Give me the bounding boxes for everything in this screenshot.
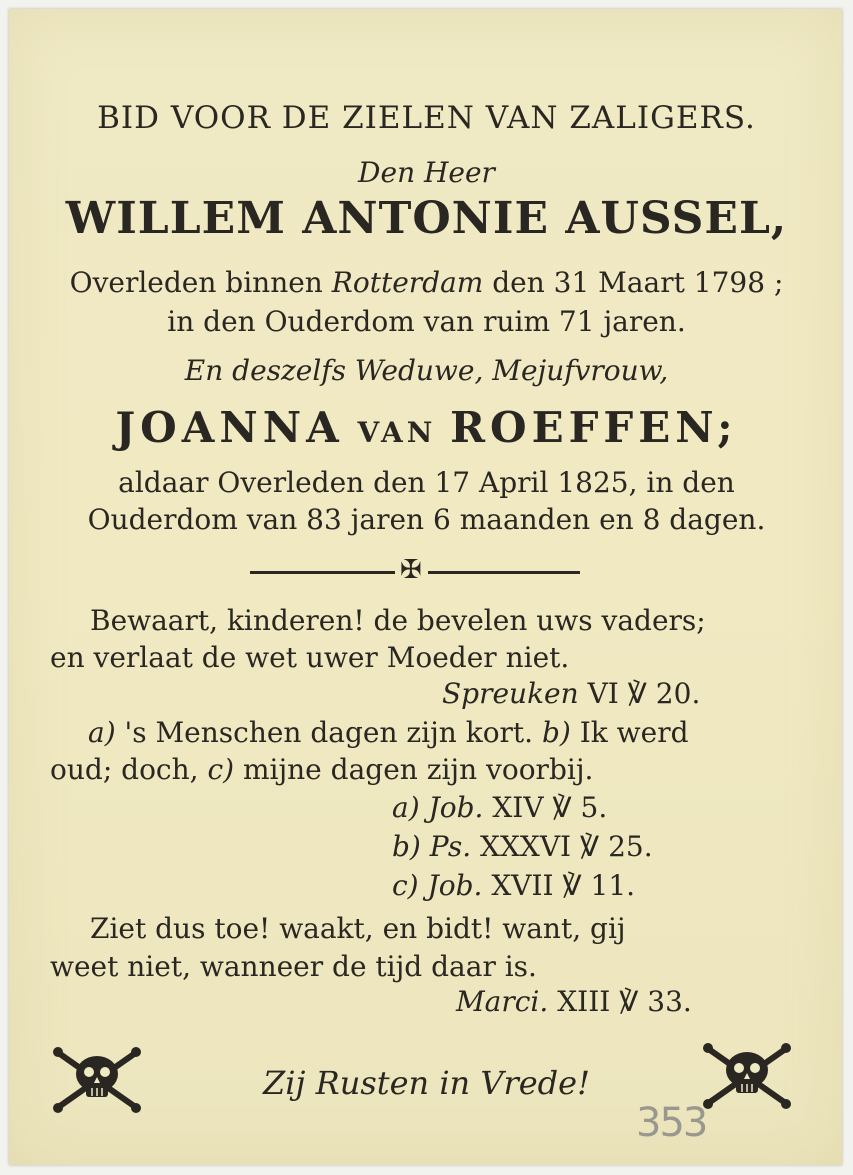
pencil-catalog-number: 353 [636,1100,707,1146]
deceased2-name: JOANNA VAN ROEFFEN; [115,403,738,452]
deceased2-death-line: aldaar Overleden den 17 April 1825, in den [118,466,735,499]
verse-line: oud; doch, c) mijne dagen zijn voorbij. [50,753,594,786]
verse-reference: a) Job. XIV ℣ 5. [392,791,608,824]
skull-crossbones-icon [702,1040,792,1110]
divider-bar-right [428,571,580,574]
verse-reference: b) Ps. XXXVI ℣ 25. [392,830,653,863]
deceased2-age-line: Ouderdom van 83 jaren 6 maanden en 8 dagen. [87,503,766,536]
deceased1-name: WILLEM ANTONIE AUSSEL, [65,193,788,244]
deceased1-death-line: Overleden binnen Rotterdam den 31 Maart 1798 ; [69,266,784,299]
verse-line: a) 's Menschen dagen zijn kort. b) Ik werd [88,716,689,749]
verse-reference: c) Job. XVII ℣ 11. [392,869,636,902]
verse-line: weet niet, wanneer de tijd daar is. [50,950,537,983]
spouse-intro: En deszelfs Weduwe, Mejufvrouw, [184,354,669,387]
deceased1-age-line: in den Ouderdom van ruim 71 jaren. [167,305,686,338]
divider-bar-left [250,571,395,574]
card-header: BID VOOR DE ZIELEN VAN ZALIGERS. [97,100,756,136]
verse-reference: Marci. XIII ℣ 33. [456,985,692,1018]
verse-reference: Spreuken VI ℣ 20. [442,677,701,710]
honorific: Den Heer [358,156,495,189]
verse-line: Bewaart, kinderen! de bevelen uws vaders; [90,604,706,637]
verse-line: en verlaat de wet uwer Moeder niet. [50,641,570,674]
ornamental-divider [250,555,580,585]
death-place: Rotterdam [331,266,484,299]
cross-icon: ✠ [400,555,422,585]
verse-line: Ziet dus toe! waakt, en bidt! want, gij [90,912,626,945]
closing-phrase: Zij Rusten in Vrede! [263,1064,590,1102]
